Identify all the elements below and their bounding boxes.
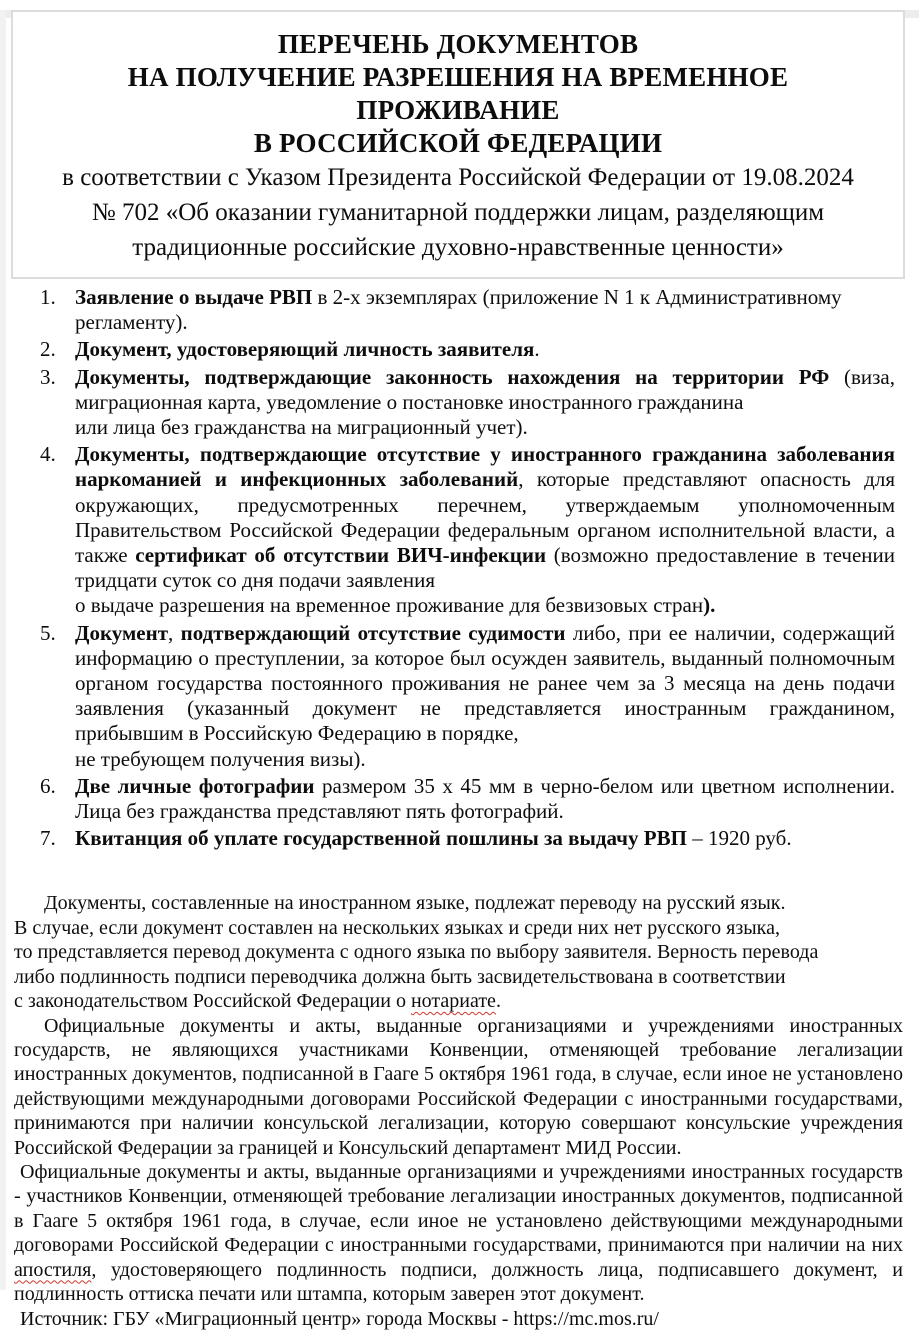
text-run: (возможно предоставление в течении тридцати суток со дня подачи заявления — [75, 543, 895, 593]
text-run: , — [168, 620, 181, 645]
item-number: 5. — [40, 620, 56, 645]
bold-text-run: Документ — [75, 620, 169, 645]
text-run: то представляется перевод документа с одного языка по выбору заявителя. Верность перевода — [14, 941, 819, 964]
bold-text-run: ). — [703, 593, 716, 618]
text-run: либо подлинность подписи переводчика должна быть засвидетельствована в соответствии — [14, 965, 786, 988]
item-text — [75, 774, 895, 824]
document-subtitle-line-2: № 702 «Об оказании гуманитарной поддержки лицам, разделяющим — [91, 199, 825, 226]
item-number: 3. — [40, 364, 56, 389]
item-number: 2. — [40, 337, 56, 362]
source-line: Источник: ГБУ «Миграционный центр» города Москвы - https://mc.mos.ru/ — [20, 1308, 659, 1331]
text-run: – 1920 руб. — [686, 826, 792, 851]
text-run: В случае, если документ составлен на нескольких языках и среди них нет русского языка, — [14, 916, 780, 939]
text-run: , которые представляют опасность для окружающих, предусмотренных перечнем, утверждаемым уполномоченным Правительством Российской Федерации федеральным органом исполнительной власти, а также — [75, 467, 896, 568]
text-run: Документы, составленные на иностранном языке, подлежат переводу на русский язык. — [44, 892, 786, 915]
text-run: не требующем получения визы). — [75, 746, 366, 771]
list-item-1 — [40, 285, 895, 335]
bold-text-run: Документы, подтверждающие отсутствие у иностранного гражданина заболевания наркоманией и инфекционных заболеваний — [75, 442, 895, 492]
bold-text-run: сертификат об отсутствии ВИЧ-инфекции — [135, 543, 547, 568]
note-paragraph-2 — [14, 1014, 903, 1160]
text-run: размером 35 х 45 мм в черно-белом или цветном исполнении. Лица без гражданства представляют пять фотографий. — [75, 773, 895, 824]
item-number: 1. — [40, 285, 56, 309]
text-run: с законодательством Российской Федерации о — [14, 990, 411, 1013]
text-run: Официальные документы и акты, выданные организациями и учреждениями иностранных государств - участников Конвенции, отменяющей требование легализации иностранных документов, подписанной в Гааге 5 октября 1961 года, в случае, если иное не установлено действующими международными договорами Российской Федерации с иностранными государствами, принимаются при наличии на них — [14, 1160, 903, 1257]
bold-text-run: Документ, удостоверяющий личность заявителя — [75, 337, 535, 362]
misspelled-word: нотариате — [410, 990, 496, 1013]
document-subtitle-line-1: в соответствии с Указом Президента Российской Федерации от 19.08.2024 — [62, 164, 854, 191]
item-number: 6. — [40, 773, 56, 798]
screenshot-edge-left — [0, 10, 6, 1290]
note-paragraph-1 — [14, 891, 903, 1013]
item-number: 7. — [40, 826, 56, 851]
note-paragraph-3 — [14, 1160, 903, 1306]
list-item-3 — [40, 365, 895, 441]
item-text — [75, 621, 895, 772]
text-run: . — [534, 337, 540, 362]
item-text — [75, 826, 895, 851]
text-run: (виза, миграционная карта, уведомление о постановке иностранного гражданина — [75, 364, 896, 414]
bold-text-run: Две личные фотографии — [75, 773, 315, 798]
item-text — [75, 337, 895, 362]
list-item-6 — [40, 774, 895, 824]
title-block — [11, 10, 905, 279]
text-run: . — [495, 990, 501, 1013]
document-title-line-3: В РОССИЙСКОЙ ФЕДЕРАЦИИ — [253, 128, 663, 158]
item-text — [75, 442, 895, 618]
list-item-7 — [40, 826, 895, 851]
document-title-line-2: НА ПОЛУЧЕНИЕ РАЗРЕШЕНИЯ НА ВРЕМЕННОЕ ПРОЖИВАНИЕ — [127, 62, 789, 125]
text-run: , удостоверяющего подлинность подписи, должность лица, подписавшего документ, и подлинность оттиска печати или штампа, которым заверен этот документ. — [14, 1258, 903, 1305]
notes-section — [0, 891, 919, 1306]
item-text — [75, 365, 895, 441]
bold-text-run: Квитанция об уплате государственной пошлины за выдачу РВП — [75, 826, 687, 851]
text-run: в 2-х экземплярах (приложение N 1 к Административному регламенту). — [75, 285, 842, 335]
list-item-2 — [40, 337, 895, 362]
text-run: или лица без гражданства на миграционный учет). — [75, 415, 528, 440]
document-title-line-1: ПЕРЕЧЕНЬ ДОКУМЕНТОВ — [277, 29, 639, 59]
text-run: Официальные документы и акты, выданные организациями и учреждениями иностранных государств, не являющихся участниками Конвенции, отменяющей требование легализации иностранных документов, подписанной в Гааге 5 октября 1961 года, в случае, если иное не установлено действующими международными договорами Российской Федерации с иностранными государствами, принимаются при наличии консульской легализации, которую совершают консульские учреждения Российской Федерации за границей и Консульский департамент МИД России. — [14, 1014, 903, 1159]
text-run: о выдаче разрешения на временное проживание для безвизовых стран — [75, 593, 704, 618]
item-number: 4. — [40, 442, 56, 467]
bold-text-run: подтверждающий отсутствие судимости — [180, 620, 566, 645]
list-item-4 — [40, 442, 895, 618]
document-subtitle-line-3: традиционные российские духовно-нравственные ценности» — [132, 234, 784, 261]
text-run: либо, при ее наличии, содержащий информацию о преступлении, за которое был осужден заявитель, выданный полномочным органом государства постоянного проживания не ранее чем за 3 месяца на день подачи заявления (указанный документ не представляется иностранным гражданином, прибывшим в Российскую Федерацию в порядке, — [75, 620, 896, 746]
document-list — [0, 285, 919, 851]
bold-text-run: Заявление о выдаче РВП — [75, 285, 313, 309]
bold-text-run: Документы, подтверждающие законность нахождения на территории РФ — [75, 364, 830, 389]
item-text — [75, 285, 895, 335]
list-item-5 — [40, 621, 895, 772]
misspelled-word: апостиля — [14, 1258, 92, 1281]
